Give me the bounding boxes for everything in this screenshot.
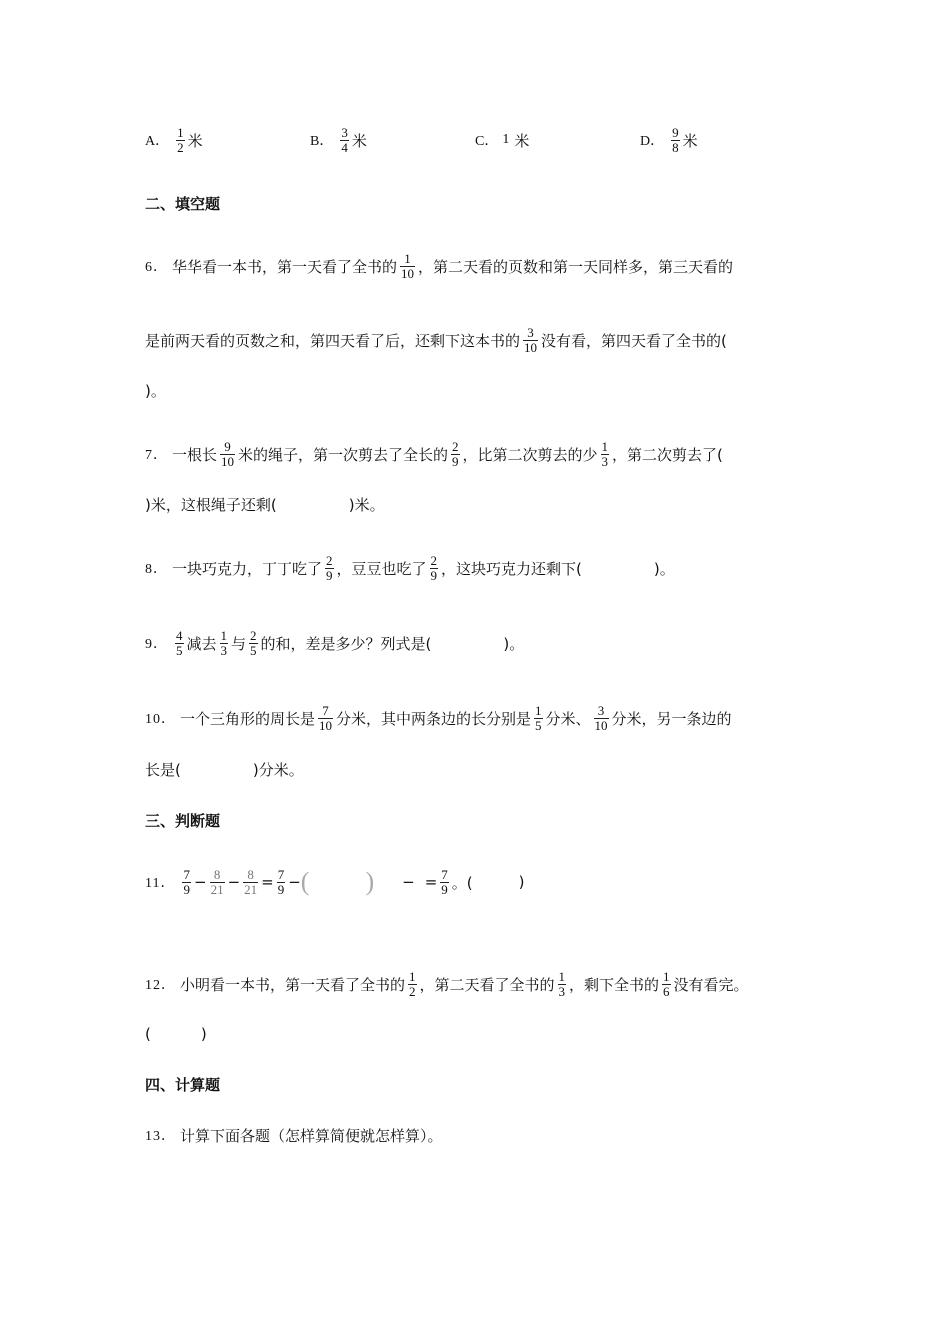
answer-blank[interactable]: )。 bbox=[145, 381, 166, 400]
question-number: 13． bbox=[145, 1129, 176, 1144]
question-number: 8． bbox=[145, 562, 168, 577]
fraction: $\frac{7}{9}$ bbox=[183, 866, 190, 897]
question-7-line-2: )米，这根绳子还剩( )米。 bbox=[145, 495, 385, 514]
fraction: $\frac{3}{10}$ bbox=[594, 702, 608, 733]
fraction: $\frac{2}{9}$ bbox=[452, 438, 459, 469]
fraction: $\frac{2}{5}$ bbox=[250, 627, 257, 658]
question-10-line-2: 长是( )分米。 bbox=[145, 760, 304, 779]
question-number: 10． bbox=[145, 712, 176, 727]
question-6-line-3 bbox=[145, 370, 166, 410]
section-fill-heading: 二、填空题 bbox=[145, 194, 221, 213]
option-b-label: B． bbox=[310, 134, 334, 149]
option-b bbox=[310, 120, 367, 160]
question-number: 11． bbox=[145, 876, 176, 891]
option-a bbox=[145, 120, 203, 160]
fraction: $\frac{1}{3}$ bbox=[601, 438, 609, 469]
fraction: $\frac{7}{9}$ bbox=[441, 866, 448, 897]
question-13: 13． 计算下面各题（怎样算简便就怎样算）。 bbox=[145, 1126, 443, 1145]
fraction: $\frac{8}{21}$ bbox=[210, 866, 224, 897]
question-12-line-2: ( ) bbox=[145, 1025, 207, 1043]
fraction: $\frac{7}{9}$ bbox=[277, 866, 285, 897]
fraction: $\frac{4}{5}$ bbox=[176, 627, 183, 658]
fraction: $\frac{8}{21}$ bbox=[244, 866, 258, 897]
fraction: $\frac{1}{2}$ bbox=[409, 968, 416, 999]
option-d-label: D． bbox=[640, 134, 665, 149]
question-12-line-1: 12． 小明看一本书，第一天看了全书的 $\frac{1}{2}$ ，第二天看了全书的 $\frac{1}{3}$ ，剩下全书的 $\frac{1}{6}$ 没有看完。 bbox=[145, 968, 749, 999]
option-c-value: 1 bbox=[502, 132, 511, 147]
fraction: $\frac{3}{10}$ bbox=[524, 324, 538, 355]
option-c-unit: 米 bbox=[514, 131, 530, 150]
question-9: 9． $\frac{4}{5}$ 减去 $\frac{1}{3}$ 与 $\frac{2}{5}$ 的和，差是多少？列式是( )。 bbox=[145, 627, 525, 658]
fraction: $\frac{2}{9}$ bbox=[430, 552, 438, 583]
option-d-unit: 米 bbox=[682, 131, 698, 150]
option-b-unit: 米 bbox=[351, 131, 367, 150]
question-11: 11． $\frac{7}{9}$ − $\frac{8}{21}$ − $\frac{8}{21}$ = $\frac{7}{9}$ − ( ) − = $\frac{7}{9}$ 。( ) bbox=[145, 866, 525, 897]
bracket-right: ) bbox=[365, 867, 375, 896]
fraction: $\frac{7}{10}$ bbox=[319, 702, 333, 733]
option-c-label: C． bbox=[475, 134, 499, 149]
bracket-left: ( bbox=[300, 867, 310, 896]
section-judge-heading: 三、判断题 bbox=[145, 811, 221, 830]
section-calc-heading: 四、计算题 bbox=[145, 1075, 221, 1094]
question-10-line-1: 10． 一个三角形的周长是 $\frac{7}{10}$ 分米，其中两条边的长分别是 $\frac{1}{5}$ 分米、 $\frac{3}{10}$ 分米，另一条边的 bbox=[145, 702, 732, 733]
fraction: $\frac{1}{2}$ bbox=[177, 124, 184, 155]
option-c bbox=[475, 120, 529, 160]
fraction: $\frac{1}{10}$ bbox=[401, 250, 415, 281]
fraction: $\frac{1}{3}$ bbox=[220, 627, 228, 658]
fraction: $\frac{1}{3}$ bbox=[558, 968, 566, 999]
question-number: 9． bbox=[145, 637, 168, 652]
option-a-label: A． bbox=[145, 134, 170, 149]
question-6-line-2: 是前两天看的页数之和，第四天看了后，还剩下这本书的 $\frac{3}{10}$ 没有看，第四天看了全书的( bbox=[145, 324, 727, 355]
question-6-line-1: 6． 华华看一本书，第一天看了全书的 $\frac{1}{10}$ ，第二天看的页数和第一天同样多，第三天看的 bbox=[145, 250, 734, 281]
question-number: 12． bbox=[145, 978, 176, 993]
fraction: $\frac{3}{4}$ bbox=[341, 124, 348, 155]
option-a-unit: 米 bbox=[187, 131, 203, 150]
question-number: 7． bbox=[145, 448, 168, 463]
fraction: $\frac{1}{5}$ bbox=[535, 702, 542, 733]
question-number: 6． bbox=[145, 260, 168, 275]
question-8: 8． 一块巧克力，丁丁吃了 $\frac{2}{9}$ ，豆豆也吃了 $\frac{2}{9}$ ，这块巧克力还剩下( )。 bbox=[145, 552, 675, 583]
fraction: $\frac{2}{9}$ bbox=[326, 552, 333, 583]
question-7-line-1: 7． 一根长 $\frac{9}{10}$ 米的绳子，第一次剪去了全长的 $\frac{2}{9}$ ，比第二次剪去的少 $\frac{1}{3}$ ，第二次剪去了( bbox=[145, 438, 723, 469]
option-d bbox=[640, 120, 698, 160]
fraction: $\frac{1}{6}$ bbox=[663, 968, 670, 999]
fraction: $\frac{9}{8}$ bbox=[672, 124, 679, 155]
fraction: $\frac{9}{10}$ bbox=[221, 438, 235, 469]
